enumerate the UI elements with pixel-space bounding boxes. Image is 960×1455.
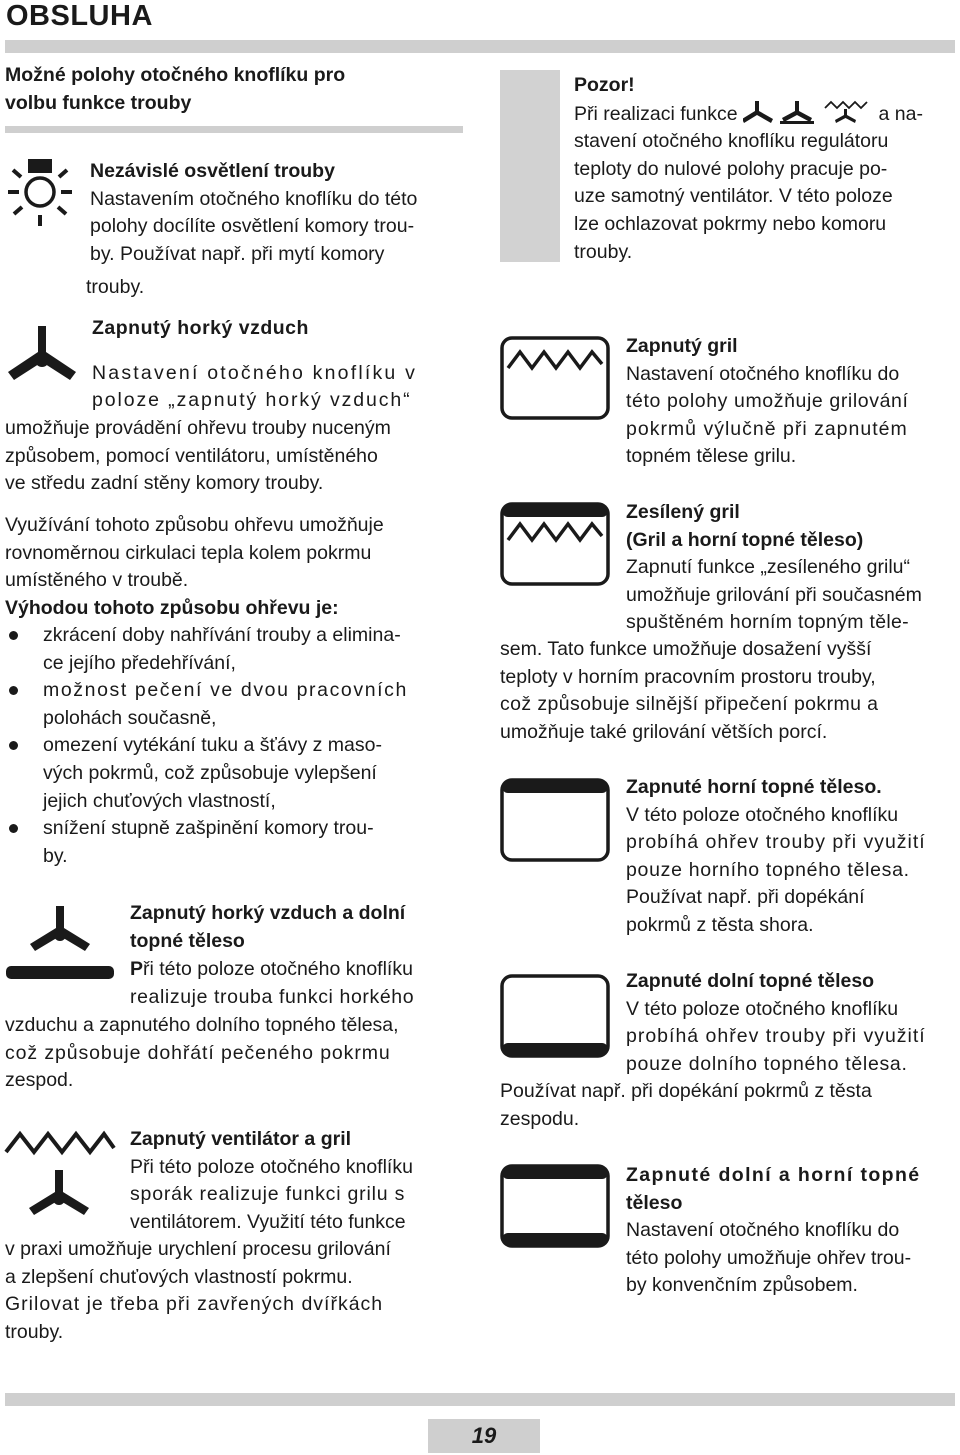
hot-air-description: umožňuje provádění ohřevu trouby nuceným způsobem, pomocí ventilátoru, umístěného ve středu zadní stěny komory trouby. [5,417,391,495]
warning-function-icons [743,100,873,124]
warning-text: Pozor! Při realizaci funkce a na- stavení otočného knoflíku regulátoru teploty do nulové polohy pracuje po- uze samotný ventilátor. V této poloze lze ochlazovat pokrmy nebo komoru trouby. [574,74,923,263]
list-item: snížení stupně zašpinění komory trou- by. [5,815,467,870]
usage-text: Využívání tohoto způsobu ohřevu umožňuje rovnoměrnou cirkulaci tepla kolem pokrmu umístěného v troubě. Výhodou tohoto způsobu ohřevu je: [5,514,384,619]
hot-air-line-1: Nastavení otočného knoflíku v [92,362,418,384]
fan-icon [4,324,80,388]
list-item: možnost pečení ve dvou pracovních polohách současně, [5,677,467,732]
fan-grill-icon [4,1128,116,1218]
light-bulb-icon [4,158,76,230]
fan-bottom-heater-icon [4,904,116,982]
section-heading: Možné polohy otočného knoflíku pro volbu funkce trouby [5,64,346,114]
light-description: Nezávislé osvětlení trouby Nastavením otočného knoflíku do této polohy docílíte osvětlení komory trou- by. Používat např. při mytí komory [90,160,418,265]
footer-divider [5,1393,955,1406]
turbo-grill-text: Zesílený gril (Gril a horní topné těleso) Zapnutí funkce „zesíleného grilu“ umožňuje grilování při současném spuštěném horním topným těle- [626,501,922,634]
both-heaters-text: Zapnuté dolní a horní topné těleso Nastavení otočného knoflíku do této polohy umožňuje ohřev trou- by konvenčním způsobem. [626,1164,921,1297]
hot-air-bottom-text-cont: vzduchu a zapnutého dolního topného tělesa, což způsobuje dohřátí pečeného pokrmu zespod. [5,1014,399,1092]
bottom-heater-text: Zapnuté dolní topné těleso V této poloze otočného knoflíku probíhá ohřev trouby při využití pouze dolního topného tělesa. [626,970,926,1075]
bottom-heater-icon [500,974,610,1058]
hot-air-title: Zapnutý horký vzduch [92,317,309,339]
page-number: 19 [428,1419,540,1453]
section-divider [5,126,463,133]
top-heater-text: Zapnuté horní topné těleso. V této poloze otočného knoflíku probíhá ohřev trouby při využití pouze horního topného tělesa. Používat např. při dopékání pokrmů z těsta shora. [626,776,926,936]
grill-icon [500,336,610,420]
warning-marker [500,70,560,262]
header-divider [5,40,955,53]
turbo-grill-icon [500,502,610,586]
grill-text: Zapnutý gril Nastavení otočného knoflíku do této polohy umožňuje grilování pokrmů výlučně při zapnutém topném tělese grilu. [626,335,909,468]
fan-grill-text-cont: v praxi umožňuje urychlení procesu grilování a zlepšení chuťových vlastností pokrmu. Grilovat je třeba při zavřených dvířkách trouby. [5,1238,391,1343]
fan-grill-text: Zapnutý ventilátor a gril Při této poloze otočného knoflíku sporák realizuje funkci grilu s ventilátorem. Využití této funkce [130,1128,413,1233]
list-item: zkrácení doby nahřívání trouby a elimina- ce jejího předehřívání, [5,622,467,677]
bottom-heater-text-cont: Používat např. při dopékání pokrmů z těsta zespodu. [500,1080,872,1130]
list-item: omezení vytékání tuku a šťávy z maso- vých pokrmů, což způsobuje vylepšení jejich chuťových vlastností, [5,732,467,815]
advantages-list [5,622,467,870]
hot-air-bottom-title: Zapnutý horký vzduch a dolní topné těleso [130,902,406,952]
light-description-end: trouby. [86,276,145,298]
turbo-grill-text-cont: sem. Tato funkce umožňuje dosažení vyšší teploty v horním pracovním prostoru trouby, což způsobuje silnější připečení pokrmu a umožňuje také grilování větších porcí. [500,638,879,743]
top-bottom-heater-icon [500,1164,610,1248]
hot-air-line-2: poloze „zapnutý horký vzduch“ [92,389,412,411]
top-heater-icon [500,778,610,862]
page-title: OBSLUHA [6,0,153,32]
hot-air-bottom-text: Při této poloze otočného knoflíku realizuje trouba funkci horkého [130,958,415,1008]
